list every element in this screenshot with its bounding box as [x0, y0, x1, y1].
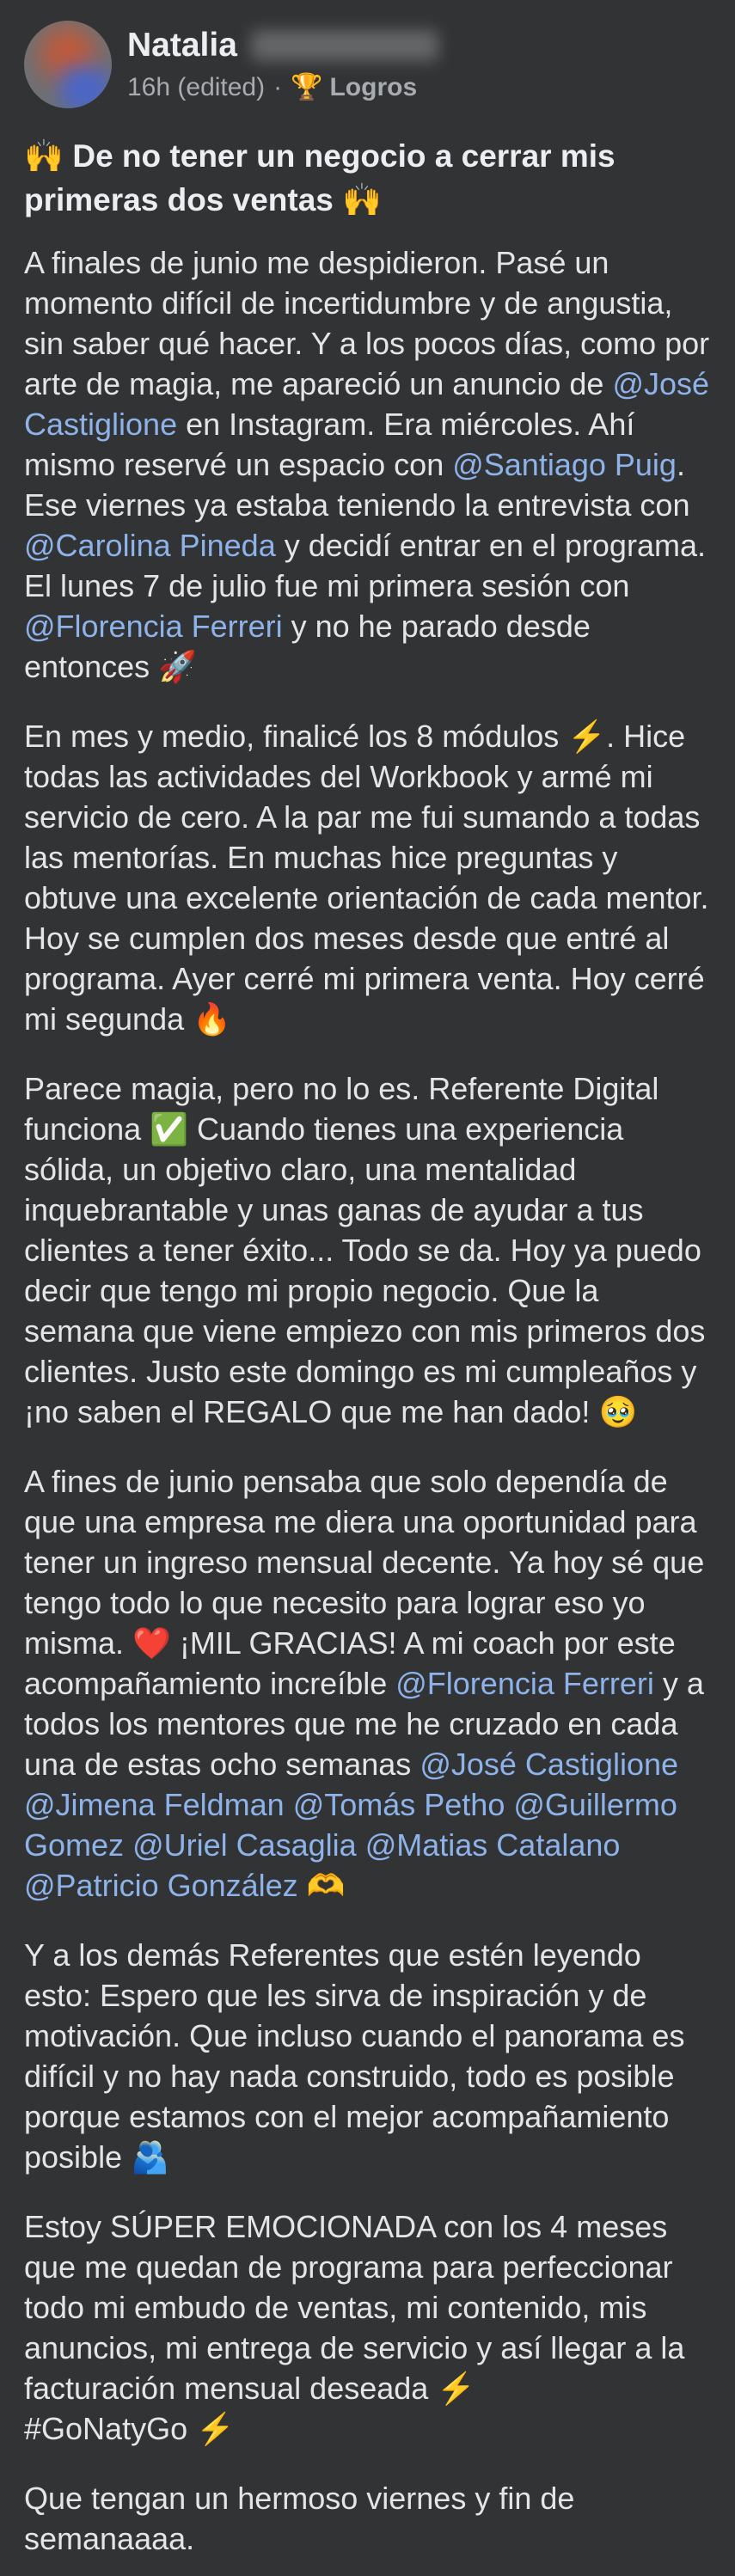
text-run: Y a los demás Referentes que estén leyendo esto: Espero que les sirva de inspiración y de motivación. Que incluso cuando el panorama es difícil y no hay nada construido, todo es posible porque estamos con el mejor acompañamiento posible: [24, 1937, 685, 2175]
text-run: [505, 1787, 513, 1822]
emoji: 🙌: [24, 138, 64, 174]
emoji: 🙌: [342, 182, 383, 217]
mention-link[interactable]: @Tomás Petho: [292, 1787, 505, 1822]
mention-link[interactable]: @Uriel Casaglia: [132, 1827, 357, 1863]
post-paragraph: [24, 2206, 711, 2449]
emoji: ✅: [150, 1111, 188, 1147]
post-paragraph: [24, 1935, 711, 2177]
text-run: [285, 1787, 293, 1822]
post-title: [24, 134, 711, 222]
post-paragraph: [24, 1068, 711, 1432]
post-timestamp[interactable]: 16h (edited): [127, 72, 266, 101]
text-run: . Hice todas las actividades del Workbook y armé mi servicio de cero. A la par me fui sumando a todas las mentorías. En muchas hice preguntas y obtuve una excelente orientación de cada mentor. Hoy se cumplen dos meses desde que entré al programa. Ayer cerré mi primera venta. Hoy cerré mi segunda: [24, 719, 709, 1037]
redacted-surname: [251, 30, 438, 61]
mention-link[interactable]: @Florencia Ferreri: [24, 609, 283, 644]
emoji: ❤️: [132, 1625, 171, 1661]
mention-link[interactable]: @Carolina Pineda: [24, 528, 276, 563]
mention-link[interactable]: @Guillermo Gomez: [24, 1787, 677, 1863]
author-name[interactable]: Natalia: [127, 27, 237, 64]
trophy-icon: 🏆: [291, 72, 323, 101]
text-run: Parece magia, pero no lo es. Referente Digital funciona: [24, 1071, 659, 1147]
emoji: 🥹: [598, 1394, 638, 1429]
emoji: 🫶: [306, 1868, 346, 1903]
text-run: [298, 1868, 307, 1903]
post-paragraph: [24, 242, 711, 687]
group-badge-label: Logros: [329, 72, 418, 101]
text-run: Cuando tienes una experiencia sólida, un objetivo claro, una mentalidad inquebrantable y unas ganas de ayudar a tus clientes a tener éxito... Todo se da. Hoy ya puedo decir que tengo mi propio negocio. Que la semana que viene empiezo con mis primeros dos clientes. Justo este domingo es mi cumpleaños y ¡no saben el REGALO que me han dado!: [24, 1111, 706, 1429]
mention-link[interactable]: @Santiago Puig: [452, 447, 677, 482]
post-paragraph: [24, 2478, 711, 2559]
post-body: [24, 242, 711, 2559]
text-run: y a todos los mentores que me he cruzado en cada una de estas ocho semanas: [24, 1666, 704, 1782]
text-run: . Ese viernes ya estaba teniendo la entrevista con: [24, 447, 690, 523]
text-run: en Instagram. Era miércoles. Ahí mismo reservé un espacio con: [24, 407, 635, 482]
mention-link[interactable]: @Florencia Ferreri: [395, 1666, 654, 1701]
text-run: y no he parado desde entonces: [24, 609, 591, 684]
text-run: [357, 1827, 365, 1863]
text-run: Estoy SÚPER EMOCIONADA con los 4 meses que me quedan de programa para perfeccionar todo mi embudo de ventas, mi contenido, mis anuncios, mi entrega de servicio y así llegar a la facturación mensual deseada: [24, 2209, 685, 2406]
avatar[interactable]: [24, 21, 112, 108]
text-run: A fines de junio pensaba que solo dependía de que una empresa me diera una oportunidad para tener un ingreso mensual decente. Ya hoy sé que tengo todo lo que necesito para lograr eso yo misma.: [24, 1464, 705, 1661]
mention-link[interactable]: @Matias Catalano: [364, 1827, 621, 1863]
group-badge[interactable]: [291, 73, 417, 101]
emoji: ⚡: [437, 2371, 476, 2406]
mention-link[interactable]: @José Castiglione: [24, 366, 710, 442]
emoji: ⚡: [567, 719, 607, 754]
mention-link[interactable]: @Jimena Feldman: [24, 1787, 285, 1822]
text-run: De no tener un negocio a cerrar mis primeras dos ventas: [24, 138, 616, 217]
mention-link[interactable]: @José Castiglione: [420, 1747, 679, 1782]
emoji: ⚡: [196, 2411, 235, 2446]
text-run: y decidí entrar en el programa. El lunes 7 de julio fue mi primera sesión con: [24, 528, 706, 603]
text-run: En mes y medio, finalicé los 8 módulos: [24, 719, 568, 754]
text-run: Que tengan un hermoso viernes y fin de semanaaaa.: [24, 2481, 575, 2556]
post-paragraph: [24, 716, 711, 1039]
text-run: ¡MIL GRACIAS! A mi coach por este acompañamiento increíble: [24, 1625, 676, 1701]
post-paragraph: [24, 1461, 711, 1906]
avatar-blur-blob: [60, 67, 110, 108]
text-run: A finales de junio me despidieron. Pasé un momento difícil de incertidumbre y de angustia, sin saber qué hacer. Y a los pocos días, como por arte de magia, me apareció un anuncio de: [24, 245, 710, 401]
mention-link[interactable]: @Patricio González: [24, 1868, 298, 1903]
header-text: [127, 28, 438, 101]
meta-separator: ·: [273, 72, 283, 101]
text-run: #GoNatyGo: [24, 2411, 197, 2446]
emoji: 🔥: [193, 1001, 231, 1037]
emoji: 🚀: [158, 649, 197, 684]
post-header: [24, 21, 711, 108]
emoji: 🫂: [131, 2139, 169, 2175]
text-run: [124, 1827, 132, 1863]
